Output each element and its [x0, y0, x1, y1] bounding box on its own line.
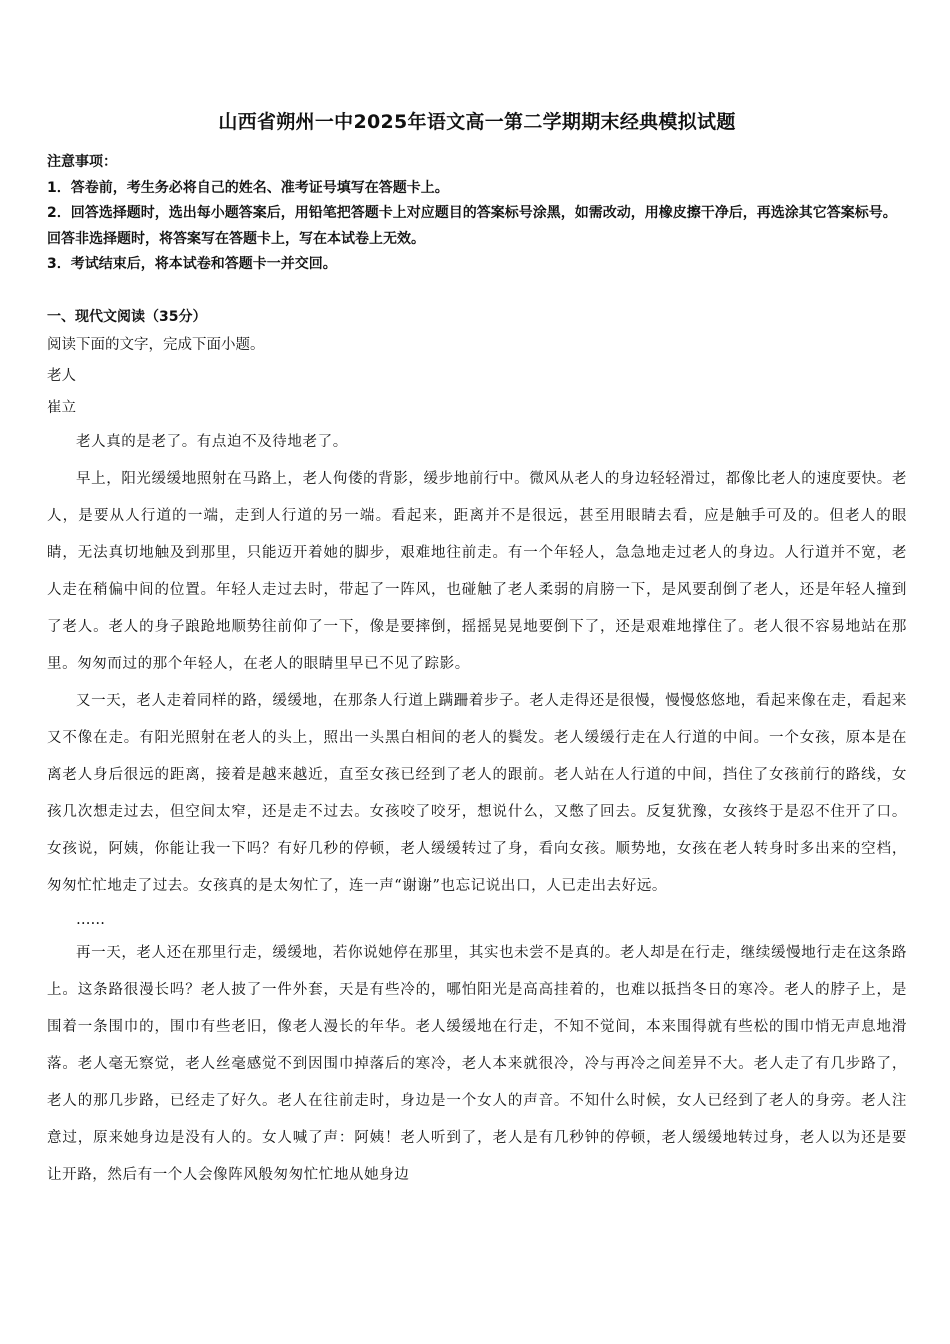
section-heading: 一、现代文阅读（35分） — [47, 308, 207, 325]
story-title: 老人 — [47, 368, 76, 384]
notice-item: 1．答卷前，考生务必将自己的姓名、准考证号填写在答题卡上。 — [47, 179, 449, 196]
story-ellipsis: …… — [76, 912, 105, 928]
story-paragraph: 老人真的是老了。有点迫不及待地老了。 — [76, 434, 348, 450]
reading-instruction: 阅读下面的文字，完成下面小题。 — [47, 336, 265, 353]
story-author: 崔立 — [47, 399, 76, 416]
exam-title: 山西省朔州一中2025年语文高一第二学期期末经典模拟试题 — [218, 111, 736, 133]
notice-heading: 注意事项： — [47, 154, 117, 170]
story-paragraph: 早上，阳光缓缓地照射在马路上，老人佝偻的背影，缓步地前行中。微风从老人的身边轻轻滑过，都像比老人的速度要快。老人，是要从人行道的一端，走到人行道的另一端。看起来，距离并不是很远，甚至用眼睛去看，应是触手可及的。但老人的眼睛，无法真切地触及到那里，只能迈开着她的脚步，艰难地往前走。有一个年轻人，急急地走过老人的身边。人行道并不宽，老人走在稍偏中间的位置。年轻人走过去时，带起了一阵风，也碰触了老人柔弱的肩膀一下，是风要刮倒了老人，还是年轻人撞到了老人。老人的身子踉跄地顺势往前仰了一下，像是要摔倒，摇摇晃晃地要倒下了，还是艰难地撑住了。老人很不容易地站在那里。匆匆而过的那个年轻人，在老人的眼睛里早已不见了踪影。 — [47, 471, 907, 672]
notice-block — [47, 150, 907, 278]
story-paragraph: 又一天，老人走着同样的路，缓缓地，在那条人行道上蹒跚着步子。老人走得还是很慢，慢慢悠悠地，看起来像在走，看起来又不像在走。有阳光照射在老人的头上，照出一头黑白相间的老人的鬓发。老人缓缓行走在人行道的中间。一个女孩，原本是在离老人身后很远的距离，接着是越来越近，直至女孩已经到了老人的跟前。老人站在人行道的中间，挡住了女孩前行的路线，女孩几次想走过去，但空间太窄，还是走不过去。女孩咬了咬牙，想说什么，又憋了回去。反复犹豫，女孩终于是忍不住开了口。女孩说，阿姨，你能让我一下吗？有好几秒的停顿，老人缓缓转过了身，看向女孩。顺势地，女孩在老人转身时多出来的空档，匆匆忙忙地走了过去。女孩真的是太匆忙了，连一声“谢谢”也忘记说出口，人已走出去好远。 — [47, 693, 907, 894]
notice-item: 2．回答选择题时，选出每小题答案后，用铅笔把答题卡上对应题目的答案标号涂黑，如需改动，用橡皮擦干净后，再选涂其它答案标号。回答非选择题时，将答案写在答题卡上，写在本试卷上无效。 — [47, 205, 897, 247]
notice-item: 3．考试结束后，将本试卷和答题卡一并交回。 — [47, 256, 337, 272]
story-paragraph: 再一天，老人还在那里行走，缓缓地，若你说她停在那里，其实也未尝不是真的。老人却是在行走，继续缓慢地行走在这条路上。这条路很漫长吗？老人披了一件外套，天是有些冷的，哪怕阳光是高高挂着的，也难以抵挡冬日的寒冷。老人的脖子上，是围着一条围巾的，围巾有些老旧，像老人漫长的年华。老人缓缓地在行走，不知不觉间，本来围得就有些松的围巾悄无声息地滑落。老人毫无察觉，老人丝毫感觉不到因围巾掉落后的寒冷，老人本来就很冷，冷与再冷之间差异不大。老人走了有几步路了，老人的那几步路，已经走了好久。老人在往前走时，身边是一个女人的声音。不知什么时候，女人已经到了老人的身旁。老人注意过，原来她身边是没有人的。女人喊了声：阿姨！老人听到了，老人是有几秒钟的停顿，老人缓缓地转过身，老人以为还是要让开路，然后有一个人会像阵风般匆匆忙忙地从她身边 — [47, 945, 907, 1183]
exam-page — [47, 108, 907, 1194]
